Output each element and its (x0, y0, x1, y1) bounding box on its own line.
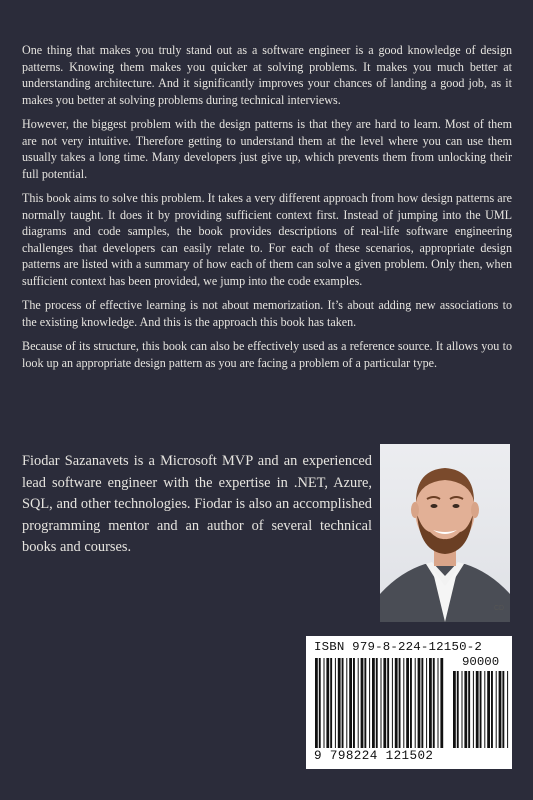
barcode-bar (406, 658, 409, 748)
barcode-bar (315, 658, 318, 748)
barcode-bar (376, 658, 378, 748)
barcode-bar (421, 658, 423, 748)
barcode-bar (480, 671, 482, 748)
barcode-bar (392, 658, 393, 748)
barcode-bar (324, 658, 325, 748)
barcode-bar (453, 671, 456, 748)
barcode-bar (491, 671, 493, 748)
barcode-bar (473, 671, 474, 748)
barcode-bar (353, 658, 355, 748)
blurb-paragraph-4: The process of effective learning is not about memorization. It’s about adding new associations to the existing knowledge. And this is the approach this book has taken. (22, 298, 512, 329)
barcode-bar (381, 658, 382, 748)
barcode-bar (346, 658, 347, 748)
barcode-bar (464, 671, 467, 748)
author-photo (380, 444, 510, 622)
ean-number: 9 798224 121502 (314, 749, 434, 763)
barcode-bar (426, 658, 427, 748)
barcode-bar (438, 658, 439, 748)
barcode-bar (468, 671, 470, 748)
barcode-bar (476, 671, 479, 748)
barcode-bar (399, 658, 401, 748)
barcode-bar (395, 658, 398, 748)
barcode-bar (326, 658, 329, 748)
barcode-bar (358, 658, 359, 748)
price-code: 90000 (462, 655, 500, 669)
isbn-barcode-box (306, 636, 512, 769)
barcode-bar (410, 658, 412, 748)
author-portrait-illustration (380, 444, 510, 622)
barcode-bar (499, 671, 502, 748)
blurb-paragraph-5: Because of its structure, this book can also be effectively used as a reference source. It allows you to look up an appropriate design pattern as you are facing a problem of a particular type. (22, 339, 512, 370)
barcode-bar (338, 658, 341, 748)
barcode-bar (487, 671, 490, 748)
barcode-bar (372, 658, 375, 748)
barcode-bar (502, 671, 504, 748)
barcode-bar (387, 658, 389, 748)
barcode-bar (369, 658, 370, 748)
barcode-bar (429, 658, 432, 748)
blurb-paragraph-3: This book aims to solve this problem. It takes a very different approach from how design patterns are normally taught. It does it by providing sufficient context first. Instead of jumping into the UML diagrams and code samples, the book provides descriptions of real-life software engineering challenges that developers can easily relate to. For each of these scenarios, appropriate design patterns are listed with a summary of how each of them can solve a given problem. Only then, when sufficient context has been provided, we jump into the code examples. (22, 191, 512, 288)
barcode-bar (484, 671, 485, 748)
barcode-bar (433, 658, 435, 748)
barcode-bar (319, 658, 321, 748)
barcode-bar (462, 671, 463, 748)
barcode-bar (330, 658, 332, 748)
back-cover-blurb (22, 42, 512, 379)
isbn-label: ISBN 979-8-224-12150-2 (314, 640, 482, 654)
barcode-bar (335, 658, 336, 748)
barcode-bar (383, 658, 386, 748)
barcode-bar (496, 671, 497, 748)
barcode-bar (342, 658, 344, 748)
photo-credit-mark: CD (494, 605, 505, 612)
blurb-paragraph-2: However, the biggest problem with the design patterns is that they are hard to learn. Most of them are not very intuitive. Therefore getting to understand them at the level where you can use them usually takes a long time. Many developers just give up, which prevents them from unlocking their full potential. (22, 117, 512, 181)
author-bio: Fiodar Sazanavets is a Microsoft MVP and an experienced lead software engineer with the expertise in .NET, Azure, SQL, and other technologies. Fiodar is also an accomplished programming mentor and an author of several technical books and courses. (22, 453, 372, 555)
barcode-bar (415, 658, 416, 748)
barcode-bar (403, 658, 404, 748)
barcode-bar (361, 658, 364, 748)
barcode-bar (364, 658, 366, 748)
barcode-bar (507, 671, 508, 748)
blurb-paragraph-1: One thing that makes you truly stand out as a software engineer is a good knowledge of design patterns. Knowing them makes you quicker at solving problems. It makes you much better at understanding architecture. And it significantly improves your chances of landing a good job, as it makes you better at solving problems during technical interviews. (22, 43, 512, 107)
barcode-bar (418, 658, 421, 748)
barcode-bar (349, 658, 352, 748)
barcode-bar (440, 658, 443, 748)
barcode-bar (457, 671, 459, 748)
